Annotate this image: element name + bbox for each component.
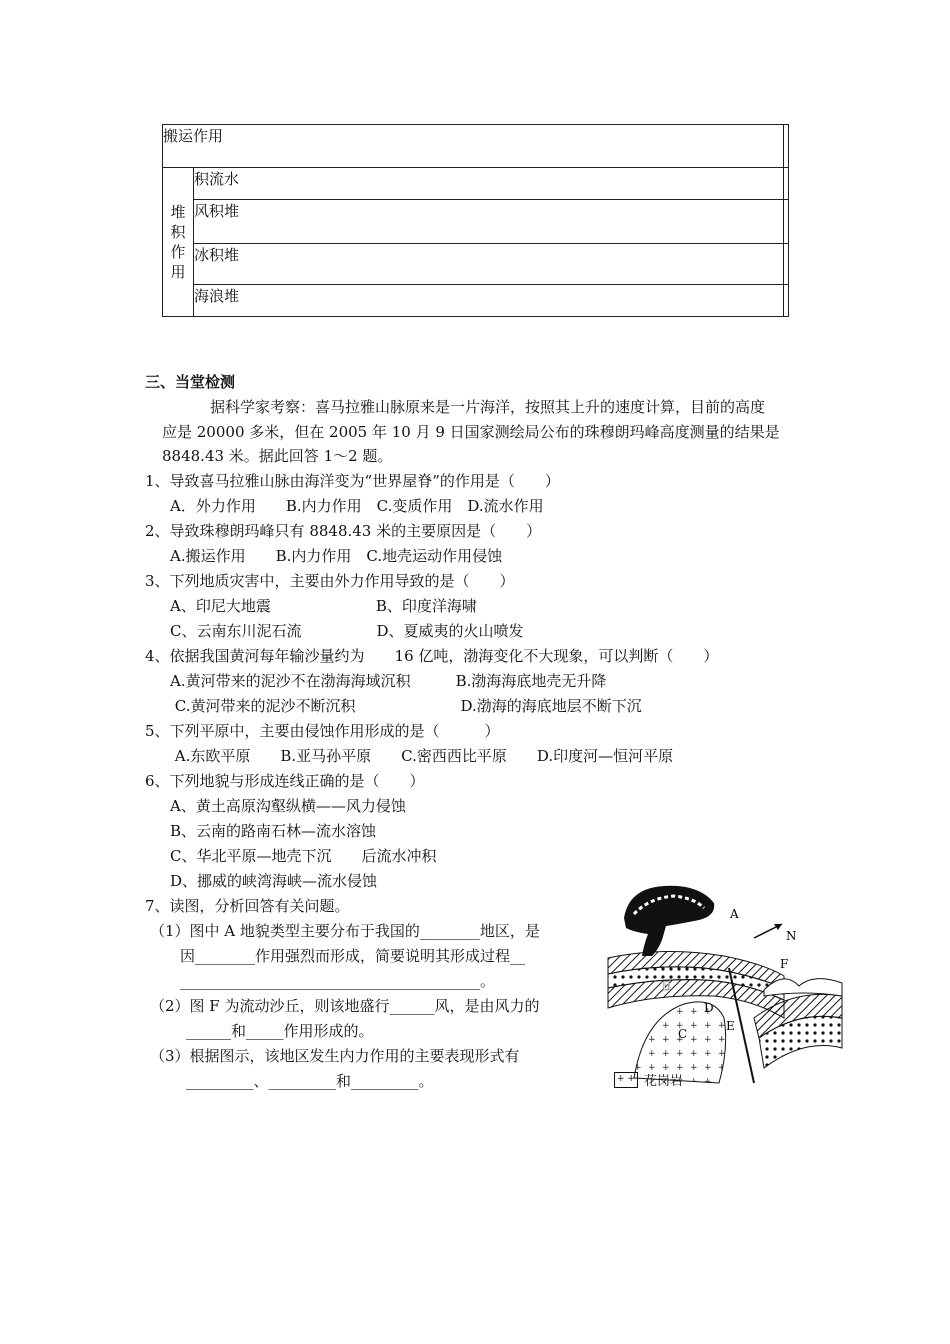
answer-options: B、云南的路南石林—流水溶蚀: [155, 822, 377, 840]
label-D: D: [704, 1001, 714, 1015]
figure-legend: [614, 1070, 683, 1089]
sub-row-label: 海浪堆: [194, 285, 784, 317]
sub-row-label: 风积堆: [194, 200, 784, 244]
sub-row-answer: [784, 200, 789, 244]
q7-part1: （1）图中 A 地貌类型主要分布于我国的________地区，是: [150, 922, 540, 940]
answer-options: A.搬运作用 B.内力作用 C.地壳运动作用侵蚀: [155, 547, 503, 565]
q7-part2: （2）图 F 为流动沙丘，则该地盛行______风，是由风力的: [150, 997, 540, 1015]
question-line: 3、下列地质灾害中，主要由外力作用导致的是（ ）: [145, 572, 515, 590]
sub-row-answer: [784, 168, 789, 200]
answer-options: C、华北平原—地壳下沉 后流水冲积: [155, 847, 437, 865]
landform-table: [162, 124, 789, 317]
q7-part2: ______和_____作用形成的。: [186, 1022, 374, 1040]
answer-options: C、云南东川泥石流 D、夏威夷的火山喷发: [155, 622, 524, 640]
geology-figure-svg: [604, 878, 844, 1088]
q7-part1: ________________________________________。: [180, 972, 496, 990]
sub-row-label: 积流水: [194, 168, 784, 200]
question-line: 1、导致喜马拉雅山脉由海洋变为“世界屋脊”的作用是（ ）: [145, 472, 560, 490]
row-transport-answer: [784, 125, 789, 168]
answer-options: D、挪威的峡湾海峡—流水侵蚀: [155, 872, 378, 890]
question-line: 7、读图，分析回答有关问题。: [145, 897, 350, 915]
section-heading: 三、当堂检测: [145, 373, 236, 391]
q7-part3: _________、_________和_________。: [186, 1072, 434, 1090]
label-C: C: [678, 1027, 688, 1041]
answer-options: A、印尼大地震 B、印度洋海啸: [155, 597, 477, 615]
q7-part3: （3）根据图示，该地区发生内力作用的主要表现形式有: [150, 1047, 520, 1065]
question-line: 5、下列平原中，主要由侵蚀作用形成的是（ ）: [145, 722, 500, 740]
answer-options: A．外力作用 B.内力作用 C.变质作用 D.流水作用: [155, 497, 544, 515]
label-A: A: [730, 907, 739, 921]
question-line: 2、导致珠穆朗玛峰只有 8848.43 米的主要原因是（ ）: [145, 522, 542, 540]
sub-row-answer: [784, 285, 789, 317]
geology-figure: [604, 878, 844, 1092]
answer-options: C.黄河带来的泥沙不断沉积 D.渤海的海底地层不断下沉: [155, 697, 642, 715]
row-transport-label: 搬运作用: [163, 125, 784, 168]
granite-legend-label: 花岗岩: [644, 1074, 684, 1089]
intro-line: 据科学家考察：喜马拉雅山脉原来是一片海洋，按照其上升的速度计算，目前的高度: [210, 398, 766, 416]
label-E: E: [726, 1019, 735, 1033]
label-B: B: [662, 979, 671, 993]
sub-row-answer: [784, 244, 789, 285]
label-N: N: [786, 929, 797, 943]
mushroom-rock: [624, 886, 714, 956]
q7-part1: 因________作用强烈而形成，简要说明其形成过程__: [180, 947, 526, 965]
deposition-group-label: 堆 积 作 用: [163, 168, 194, 317]
answer-options: A、黄土高原沟壑纵横——风力侵蚀: [155, 797, 406, 815]
intro-line: 8848.43 米。据此回答 1～2 题。: [162, 447, 393, 465]
question-line: 6、下列地貌与形成连线正确的是（ ）: [145, 772, 425, 790]
answer-options: A.东欧平原 B.亚马孙平原 C.密西西比平原 D.印度河—恒河平原: [155, 747, 674, 765]
granite-legend-swatch: + +: [614, 1072, 638, 1088]
intro-line: 应是 20000 多米，但在 2005 年 10 月 9 日国家测绘局公布的珠穆朗玛峰高度测量的结果是: [162, 423, 780, 441]
sub-row-label: 冰积堆: [194, 244, 784, 285]
answer-options: A.黄河带来的泥沙不在渤海海域沉积 B.渤海海底地壳无升降: [155, 672, 607, 690]
question-line: 4、依据我国黄河每年输沙量约为 16 亿吨，渤海变化不大现象，可以判断（ ）: [145, 647, 719, 665]
label-F: F: [780, 957, 789, 971]
